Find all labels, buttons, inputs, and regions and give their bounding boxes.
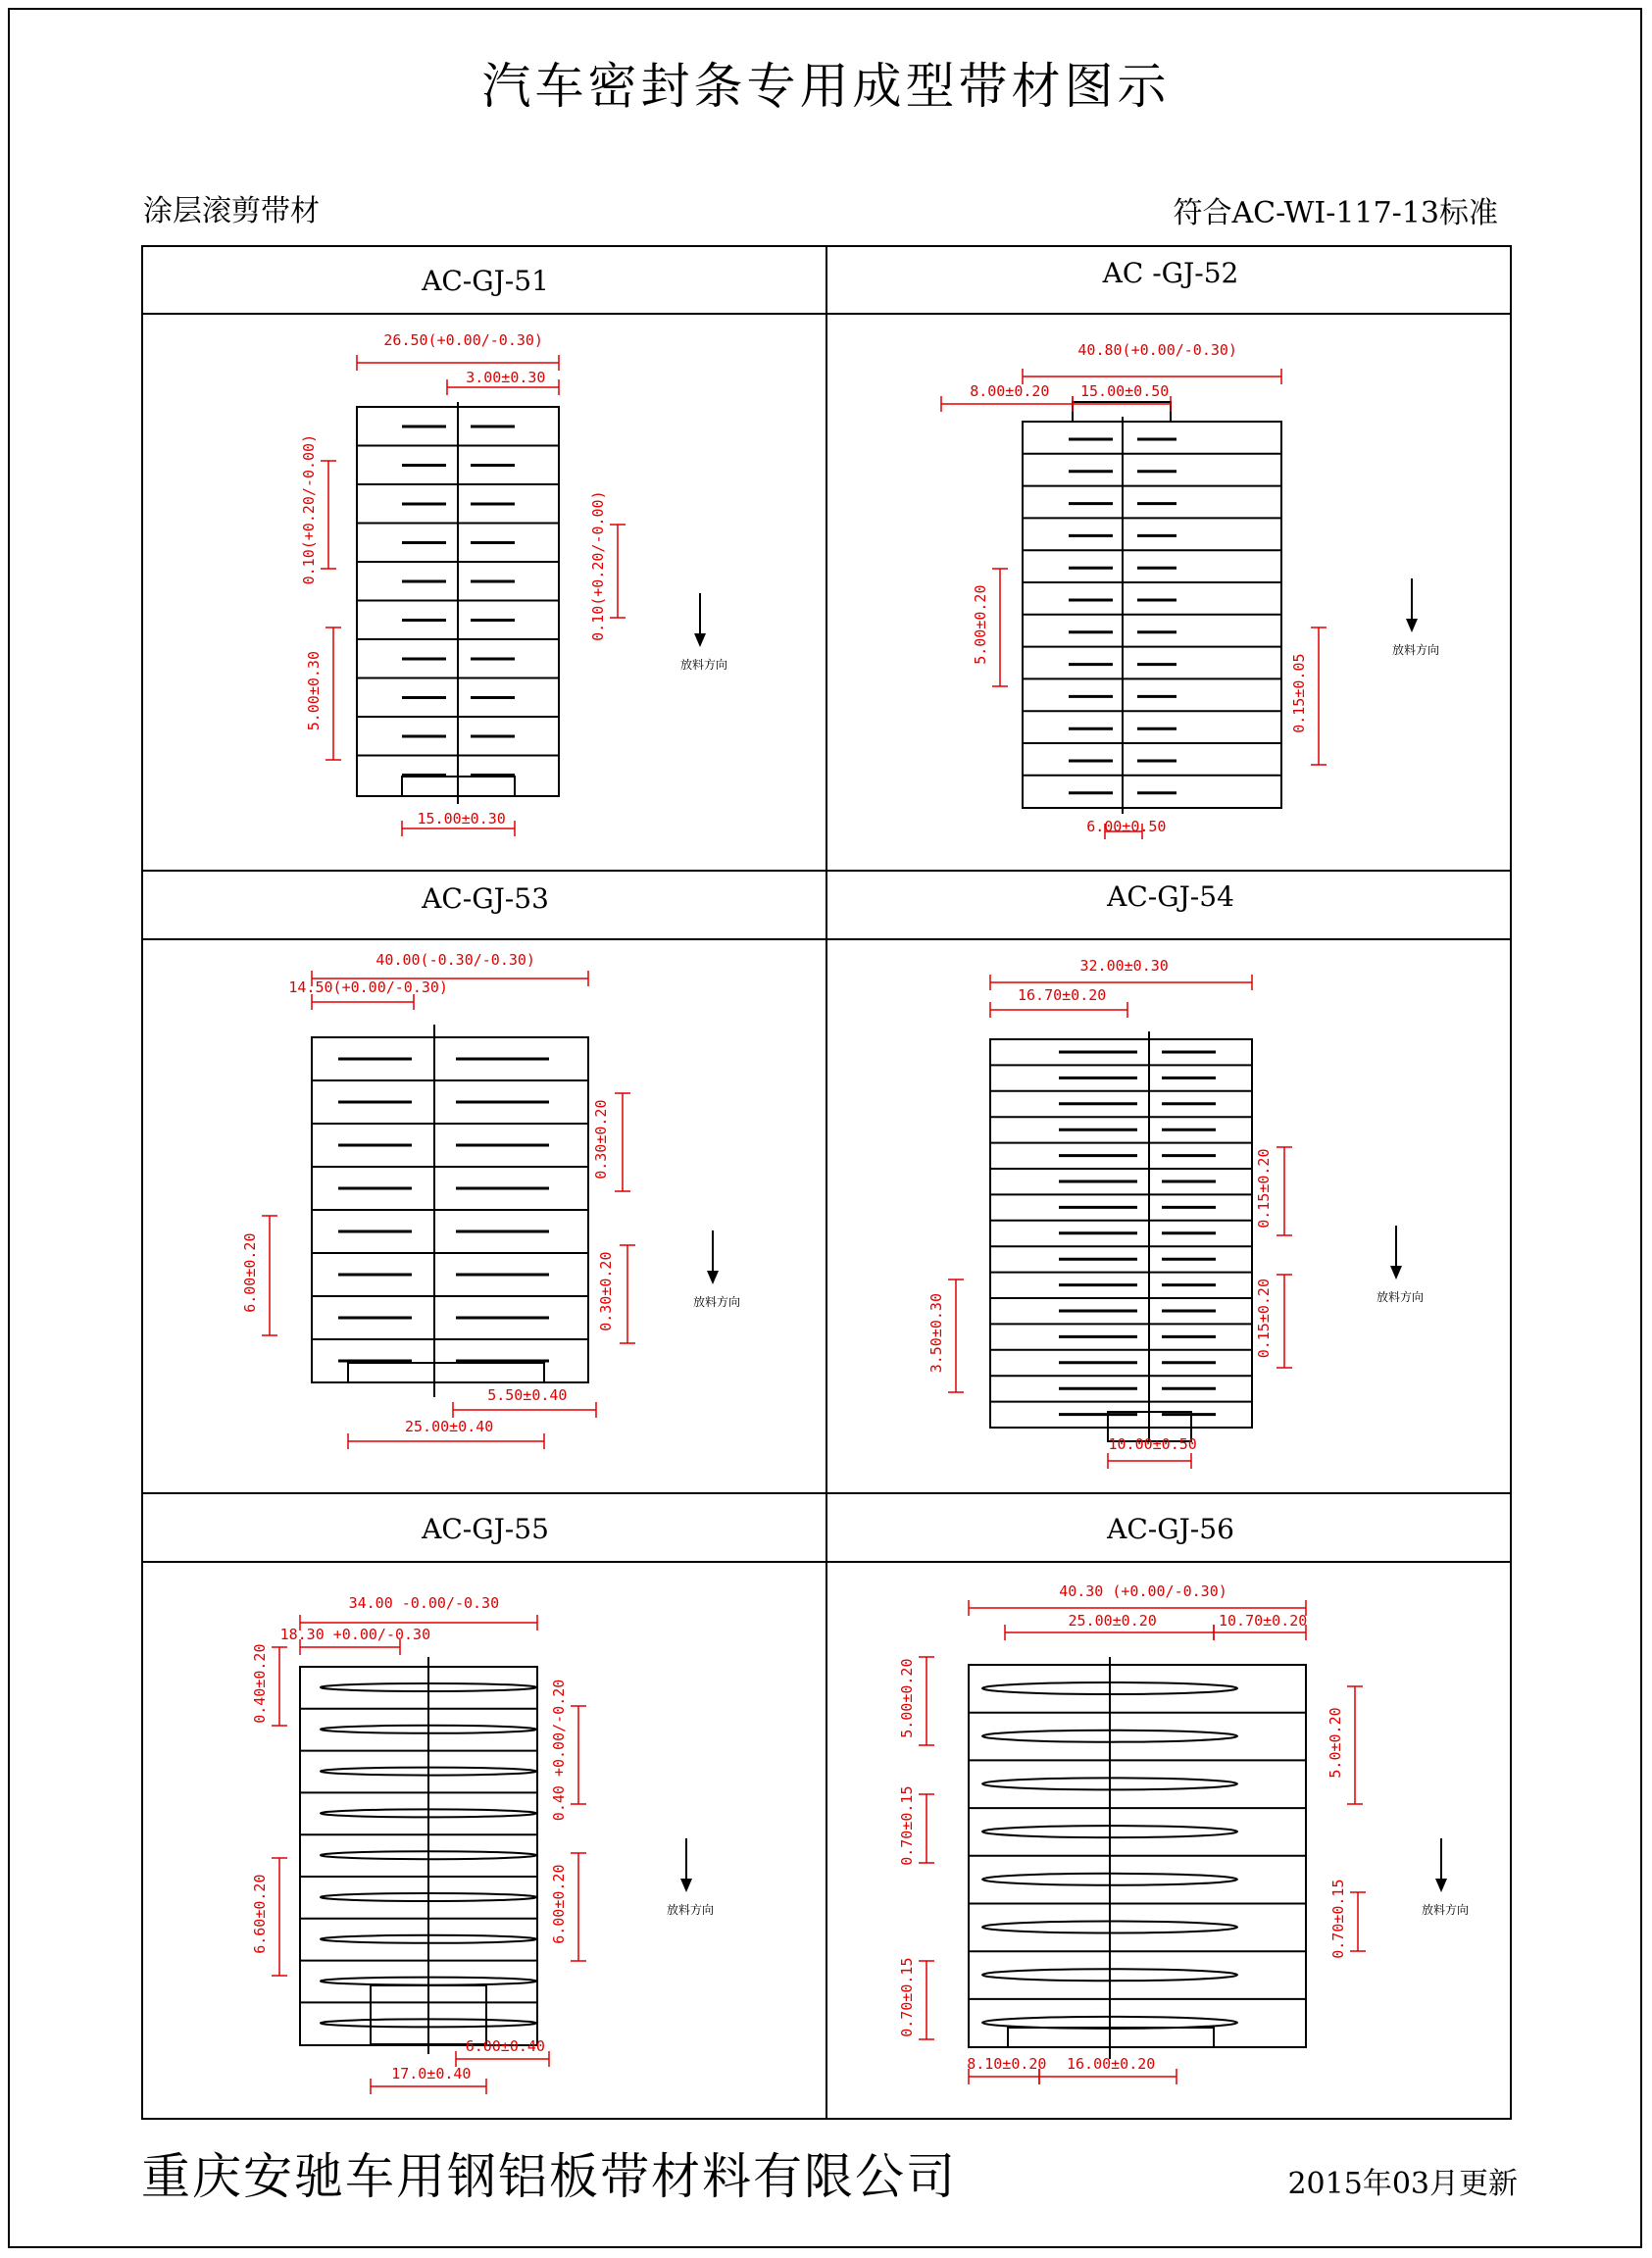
dim-small-offset: 8.00±0.20 <box>970 382 1050 400</box>
dim-tab: 10.00±0.50 <box>1108 1435 1197 1453</box>
direction-arrow-icon <box>694 633 706 647</box>
dim-left-gap: 0.10(+0.20/-0.00) <box>300 433 318 585</box>
dim-bottom-notch: 6.00±0.50 <box>1086 818 1167 835</box>
dim-gap-right: 0.40 +0.00/-0.20 <box>550 1679 568 1822</box>
dim-pitch: 6.00±0.20 <box>241 1232 259 1313</box>
dim-gap-right: 0.70±0.15 <box>1329 1879 1347 1959</box>
panel-title-51: AC-GJ-51 <box>422 265 549 297</box>
dim-offset: 16.70±0.20 <box>1018 986 1107 1004</box>
panel-title-53: AC-GJ-53 <box>422 882 549 915</box>
direction-label: 放料方向 <box>1422 1903 1470 1917</box>
dim-pitch-left: 5.00±0.20 <box>898 1658 916 1738</box>
direction-label: 放料方向 <box>680 658 728 672</box>
dim-pitch: 5.00±0.30 <box>305 651 323 731</box>
strip-outline <box>300 1667 537 2045</box>
dim-notch: 6.00±0.40 <box>465 2037 545 2055</box>
direction-label: 放料方向 <box>1377 1290 1425 1304</box>
direction-arrow-icon <box>680 1879 692 1892</box>
page-title: 汽车密封条专用成型带材图示 <box>481 58 1171 115</box>
direction-label: 放料方向 <box>1392 643 1440 657</box>
subtitle: 涂层滚剪带材 <box>143 194 320 228</box>
direction-arrow-icon <box>1435 1879 1447 1892</box>
dim-offset: 18.30 +0.00/-0.30 <box>279 1626 431 1643</box>
company-name: 重庆安驰车用钢铝板带材料有限公司 <box>141 2148 957 2205</box>
dim-gap-upper: 0.40±0.20 <box>251 1643 269 1724</box>
dim-pitch: 5.00±0.20 <box>972 584 989 665</box>
dim-tab: 17.0±0.40 <box>391 2065 472 2082</box>
dim-width: 32.00±0.30 <box>1079 957 1169 975</box>
dim-gap-left: 0.70±0.15 <box>898 1785 916 1866</box>
direction-label: 放料方向 <box>667 1903 715 1917</box>
dim-tab: 16.00±0.20 <box>1067 2055 1156 2073</box>
dim-edge: 8.10±0.20 <box>967 2055 1047 2073</box>
direction-label: 放料方向 <box>693 1295 741 1309</box>
dim-width: 34.00 -0.00/-0.30 <box>348 1594 500 1612</box>
dim-width: 26.50(+0.00/-0.30) <box>383 331 543 349</box>
dim-tab: 15.00±0.30 <box>417 810 506 828</box>
panel-title-56: AC-GJ-56 <box>1107 1513 1234 1545</box>
standard-note: 符合AC-WI-117-13标准 <box>1173 196 1498 230</box>
dim-pitch: 3.50±0.30 <box>927 1293 945 1374</box>
dim-width: 40.80(+0.00/-0.30) <box>1077 341 1237 359</box>
direction-arrow-icon <box>1390 1266 1402 1280</box>
direction-arrow-icon <box>707 1271 719 1284</box>
dim-width: 40.30 (+0.00/-0.30) <box>1059 1582 1227 1600</box>
dim-pitch-right: 5.0±0.20 <box>1327 1707 1344 1779</box>
panel-title-54: AC-GJ-54 <box>1107 880 1234 913</box>
dim-gap-lower: 0.15±0.20 <box>1255 1279 1273 1359</box>
dim-gap-lower: 0.30±0.20 <box>597 1251 615 1331</box>
dim-tab: 25.00±0.40 <box>405 1418 494 1435</box>
dim-pitch-left: 6.60±0.20 <box>251 1874 269 1954</box>
dim-offset: 14.50(+0.00/-0.30) <box>288 978 448 996</box>
dim-notch: 5.50±0.40 <box>487 1386 568 1404</box>
dim-gap: 0.15±0.05 <box>1290 653 1308 733</box>
panel-title-55: AC-GJ-55 <box>422 1513 549 1545</box>
dim-gap-bottom: 0.70±0.15 <box>898 1957 916 2037</box>
dim-offset: 3.00±0.30 <box>466 369 546 386</box>
dim-tab-width: 15.00±0.50 <box>1080 382 1170 400</box>
dim-gap-upper: 0.30±0.20 <box>592 1099 610 1179</box>
tab-notch <box>348 1363 544 1382</box>
panel-title-52: AC -GJ-52 <box>1102 257 1239 289</box>
dim-inner: 25.00±0.20 <box>1068 1612 1157 1630</box>
update-date: 2015年03月更新 <box>1287 2167 1518 2201</box>
dim-right-gap: 0.10(+0.20/-0.00) <box>589 490 607 641</box>
dim-gap-upper: 0.15±0.20 <box>1255 1148 1273 1229</box>
dim-width: 40.00(-0.30/-0.30) <box>375 951 535 969</box>
dim-pitch-right: 6.00±0.20 <box>550 1864 568 1944</box>
direction-arrow-icon <box>1406 619 1418 632</box>
dim-margin: 10.70±0.20 <box>1219 1612 1308 1630</box>
